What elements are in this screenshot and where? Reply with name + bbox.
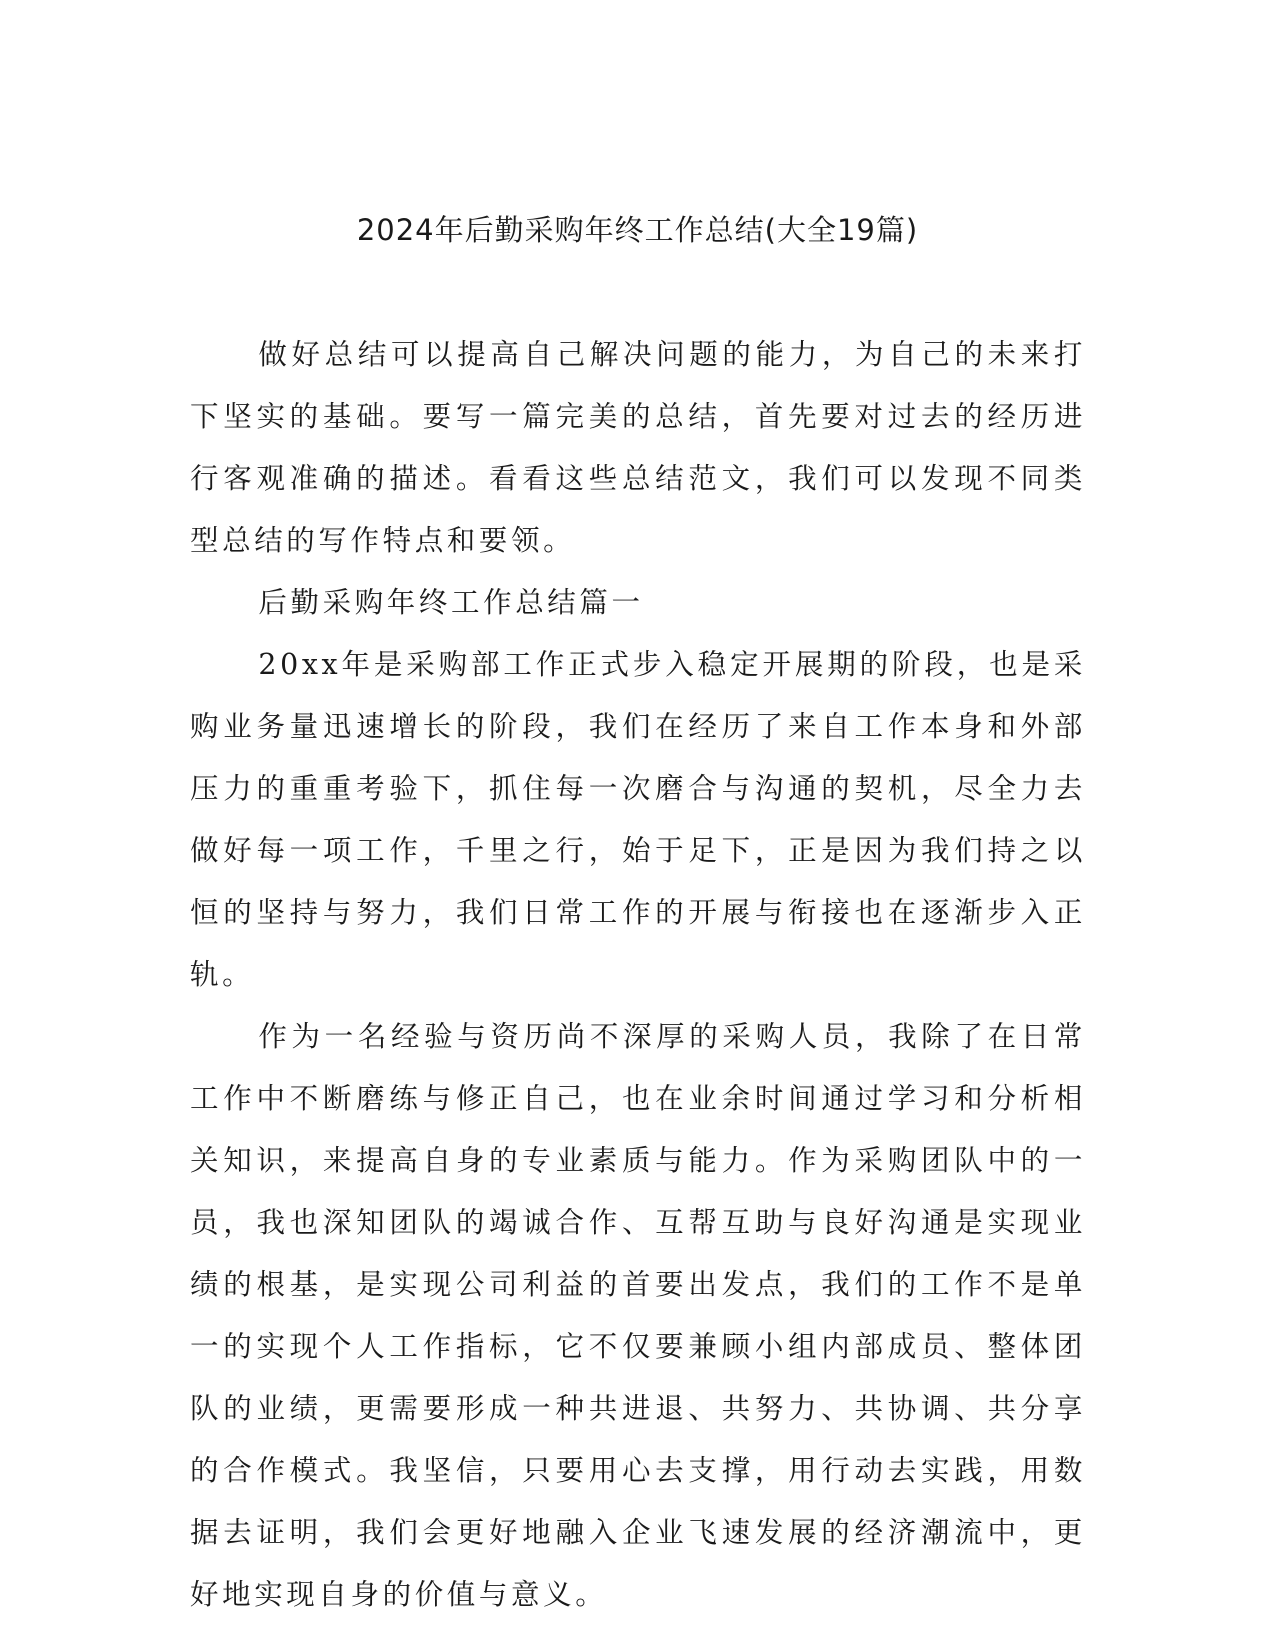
body-paragraph-2: 作为一名经验与资历尚不深厚的采购人员，我除了在日常工作中不断磨练与修正自己，也在业余时间通过学习和分析相关知识，来提高自身的专业素质与能力。作为采购团队中的一员，我也深知团队的竭诚合作、互帮互助与良好沟通是实现业绩的根基，是实现公司利益的首要出发点，我们的工作不是单一的实现个人工作指标，它不仅要兼顾小组内部成员、整体团队的业绩，更需要形成一种共进退、共努力、共协调、共分享的合作模式。我坚信，只要用心去支撑，用行动去实践，用数据去证明，我们会更好地融入企业飞速发展的经济潮流中，更好地实现自身的价值与意义。 <box>190 1020 1086 1611</box>
section-heading: 后勤采购年终工作总结篇一 <box>258 586 644 619</box>
document-title: 2024年后勤采购年终工作总结(大全19篇) <box>356 213 919 247</box>
document-body <box>190 324 1086 1626</box>
intro-paragraph: 做好总结可以提高自己解决问题的能力，为自己的未来打下坚实的基础。要写一篇完美的总结，首先要对过去的经历进行客观准确的描述。看看这些总结范文，我们可以发现不同类型总结的写作特点和要领。 <box>190 338 1086 557</box>
body-paragraph-1: 20xx年是采购部工作正式步入稳定开展期的阶段，也是采购业务量迅速增长的阶段，我们在经历了来自工作本身和外部压力的重重考验下，抓住每一次磨合与沟通的契机，尽全力去做好每一项工作，千里之行，始于足下，正是因为我们持之以恒的坚持与努力，我们日常工作的开展与衔接也在逐渐步入正轨。 <box>190 648 1086 991</box>
